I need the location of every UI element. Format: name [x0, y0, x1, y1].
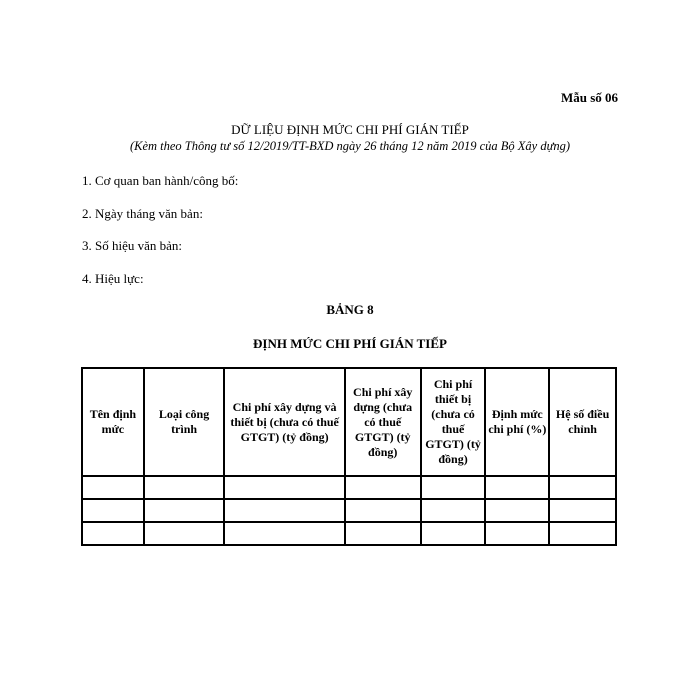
table-row	[82, 499, 616, 522]
form-number: Mẫu số 06	[560, 90, 618, 105]
indirect-cost-norms-table	[81, 367, 617, 546]
table-row	[82, 522, 616, 545]
header-construction-cost: Chi phí xây dựng (chưa có thuế GTGT) (tỷ đồng)	[345, 368, 421, 476]
header-adjustment-coefficient: Hệ số điều chỉnh	[549, 368, 616, 476]
table-cell	[345, 499, 421, 522]
table-cell	[485, 522, 549, 545]
table-cell	[345, 476, 421, 499]
document-title: DỮ LIỆU ĐỊNH MỨC CHI PHÍ GIÁN TIẾP	[231, 122, 469, 137]
table-cell	[421, 499, 486, 522]
header-cost-norm-percent: Định mức chi phí (%)	[485, 368, 549, 476]
table-cell	[549, 522, 616, 545]
table-cell	[144, 522, 225, 545]
header-equipment-cost: Chi phí thiết bị (chưa có thuế GTGT) (tỷ đồng)	[421, 368, 486, 476]
field-issuing-agency: 1. Cơ quan ban hành/công bố:	[82, 173, 239, 188]
field-document-number: 3. Số hiệu văn bản:	[82, 238, 183, 253]
field-document-date: 2. Ngày tháng văn bản:	[82, 206, 203, 221]
table-cell	[224, 476, 344, 499]
table-title: ĐỊNH MỨC CHI PHÍ GIÁN TIẾP	[253, 336, 447, 351]
header-norm-name: Tên định mức	[82, 368, 144, 476]
table-cell	[144, 499, 225, 522]
table-header-row	[82, 368, 616, 476]
table-cell	[144, 476, 225, 499]
table-cell	[224, 499, 344, 522]
table-row	[82, 476, 616, 499]
field-validity: 4. Hiệu lực:	[82, 271, 144, 286]
table-cell	[549, 499, 616, 522]
table-cell	[485, 499, 549, 522]
table-cell	[82, 499, 144, 522]
table-cell	[82, 476, 144, 499]
table-cell	[549, 476, 616, 499]
header-construction-and-equipment-cost: Chi phí xây dựng và thiết bị (chưa có thuế GTGT) (tỷ đồng)	[224, 368, 344, 476]
table-cell	[82, 522, 144, 545]
table-cell	[421, 522, 486, 545]
document-subtitle: (Kèm theo Thông tư số 12/2019/TT-BXD ngày 26 tháng 12 năm 2019 của Bộ Xây dựng)	[129, 139, 571, 153]
table-cell	[485, 476, 549, 499]
table-label: BẢNG 8	[326, 302, 374, 317]
table-cell	[345, 522, 421, 545]
table-cell	[421, 476, 486, 499]
header-project-type: Loại công trình	[144, 368, 225, 476]
table-cell	[224, 522, 344, 545]
